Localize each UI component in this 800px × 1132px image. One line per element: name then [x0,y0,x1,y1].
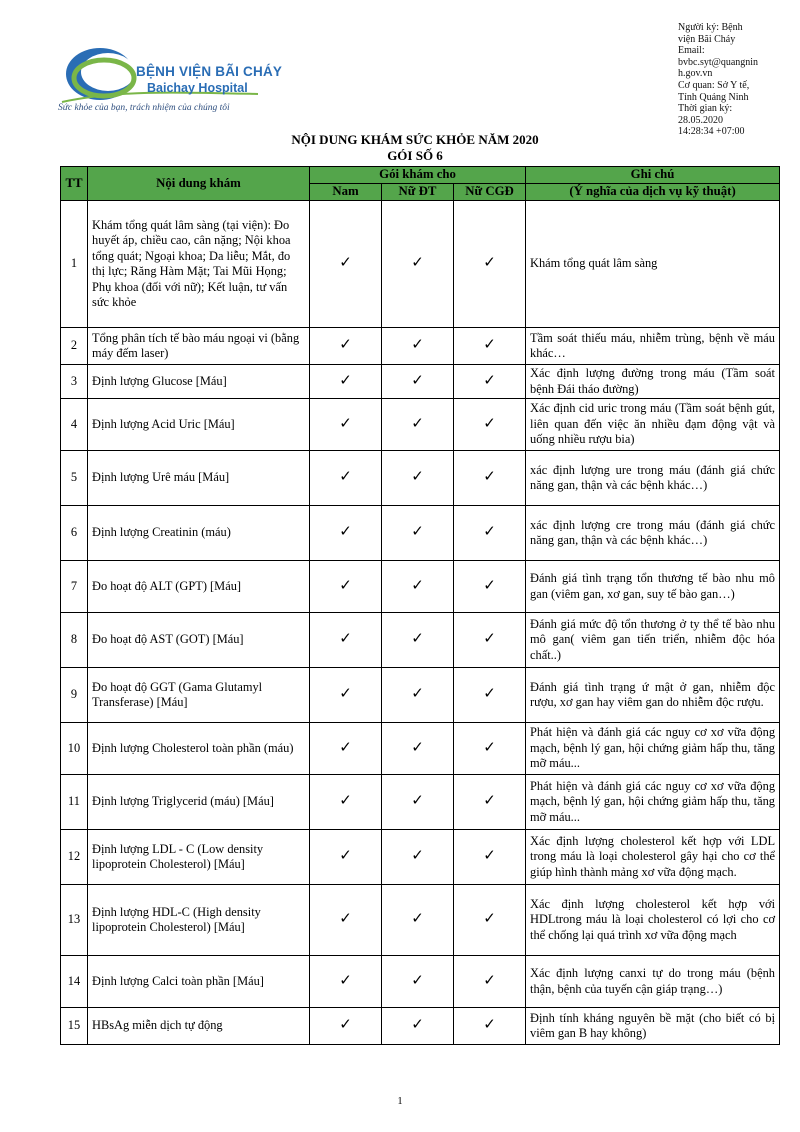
check-mark-nu-cgd: ✓ [454,365,526,399]
row-note: Định tính kháng nguyên bề mặt (cho biết có bị viêm gan B hay không) [526,1008,780,1045]
signature-line: Tỉnh Quảng Ninh [678,91,749,103]
row-note: xác định lượng ure trong máu (đánh giá chức năng gan, thận và các bệnh khác…) [526,451,780,506]
table-row [61,451,780,506]
row-note: Khám tổng quát lâm sàng [526,201,780,328]
check-mark-nam: ✓ [310,885,382,956]
check-mark-nu-dt: ✓ [382,399,454,451]
check-mark-nu-dt: ✓ [382,613,454,668]
table-row [61,201,780,328]
row-number: 15 [61,1008,88,1045]
document-title: NỘI DUNG KHÁM SỨC KHỎE NĂM 2020 [291,132,539,147]
check-mark-nu-dt: ✓ [382,201,454,328]
table-row [61,561,780,613]
header-nam: Nam [310,184,382,201]
row-exam-content: Khám tổng quát lâm sàng (tại viện): Đo huyết áp, chiều cao, cân nặng; Nội khoa tổng quát; Ngoại khoa; Da liễu; Mắt, đo thị lực; Răng Hàm Mặt; Tai Mũi Họng; Phụ khoa (đối với nữ); Kết luận, tư vấn sức khỏe [88,201,310,328]
table-header [61,167,780,201]
signature-line: Thời gian ký: [678,103,733,115]
row-exam-content: Tổng phân tích tế bào máu ngoại vi (bằng máy đếm laser) [88,328,310,365]
check-mark-nu-cgd: ✓ [454,613,526,668]
row-exam-content: Đo hoạt độ ALT (GPT) [Máu] [88,561,310,613]
table-body [61,201,780,1045]
check-mark-nu-dt: ✓ [382,668,454,723]
row-note: Xác định lượng cholesterol kết hợp với LDL trong máu là loại cholesterol gây hại cho cơ thể giúp hình thành mảng xơ vữa động mạch. [526,830,780,885]
row-note: Xác định lượng đường trong máu (Tầm soát bệnh Đái tháo đường) [526,365,780,399]
check-mark-nam: ✓ [310,561,382,613]
check-mark-nu-cgd: ✓ [454,201,526,328]
table-row [61,506,780,561]
row-number: 12 [61,830,88,885]
check-mark-nu-cgd: ✓ [454,561,526,613]
row-exam-content: Định lượng Acid Uric [Máu] [88,399,310,451]
row-note: xác định lượng cre trong máu (đánh giá chức năng gan, thận và các bệnh khác…) [526,506,780,561]
row-exam-content: Định lượng Urê máu [Máu] [88,451,310,506]
signature-line: viện Bãi Cháy [678,33,736,45]
signature-line: Người ký: Bệnh [678,22,743,33]
check-mark-nu-dt: ✓ [382,830,454,885]
logo-name-vi: BỆNH VIỆN BÃI CHÁY [136,64,283,79]
header-tt: TT [61,167,88,201]
header-note: Ghi chú [526,167,780,184]
check-mark-nu-dt: ✓ [382,365,454,399]
check-mark-nam: ✓ [310,775,382,830]
table-row [61,956,780,1008]
row-note: Xác định cid uric trong máu (Tầm soát bệnh gút, liên quan đến việc ăn nhiều đạm động vật và uống nhiều rượu bia) [526,399,780,451]
row-number: 2 [61,328,88,365]
row-exam-content: Định lượng LDL - C (Low density lipoprotein Cholesterol) [Máu] [88,830,310,885]
signature-line: Email: [678,45,705,57]
logo-name-en: Baichay Hospital [147,81,248,95]
check-mark-nu-cgd: ✓ [454,956,526,1008]
row-number: 5 [61,451,88,506]
check-mark-nu-cgd: ✓ [454,723,526,775]
check-mark-nu-dt: ✓ [382,885,454,956]
row-note: Phát hiện và đánh giá các nguy cơ xơ vữa động mạch, bệnh lý gan, hội chứng giảm hấp thu, tăng mỡ máu... [526,775,780,830]
check-mark-nu-dt: ✓ [382,956,454,1008]
table-row [61,365,780,399]
row-exam-content: HBsAg miễn dịch tự động [88,1008,310,1045]
table-row [61,775,780,830]
exam-content-table [60,166,780,1045]
signature-line: bvbc.syt@quangnin [678,56,759,68]
check-mark-nam: ✓ [310,956,382,1008]
row-note: Phát hiện và đánh giá các nguy cơ xơ vữa động mạch, bệnh lý gan, hội chứng giảm hấp thu, tăng mỡ máu... [526,723,780,775]
check-mark-nam: ✓ [310,506,382,561]
row-exam-content: Đo hoạt độ AST (GOT) [Máu] [88,613,310,668]
check-mark-nu-cgd: ✓ [454,830,526,885]
row-number: 6 [61,506,88,561]
check-mark-nam: ✓ [310,451,382,506]
digital-signature-block [678,22,778,138]
table-row [61,885,780,956]
check-mark-nu-cgd: ✓ [454,399,526,451]
table-row [61,399,780,451]
check-mark-nam: ✓ [310,365,382,399]
check-mark-nu-dt: ✓ [382,328,454,365]
check-mark-nam: ✓ [310,1008,382,1045]
row-number: 14 [61,956,88,1008]
row-note: Xác định lượng canxi tự do trong máu (bệnh thận, bệnh của tuyến cận giáp trạng…) [526,956,780,1008]
row-number: 8 [61,613,88,668]
check-mark-nu-cgd: ✓ [454,451,526,506]
check-mark-nu-dt: ✓ [382,723,454,775]
check-mark-nu-dt: ✓ [382,561,454,613]
row-exam-content: Định lượng Triglycerid (máu) [Máu] [88,775,310,830]
page-number: 1 [397,1096,403,1107]
row-note: Xác định lượng cholesterol kết hợp với HDLtrong máu là loại cholesterol có lợi cho cơ thể chống lại quá trình xơ vữa động mạch [526,885,780,956]
check-mark-nam: ✓ [310,328,382,365]
row-number: 11 [61,775,88,830]
header-note-meaning: (Ý nghĩa của dịch vụ kỹ thuật) [526,184,780,201]
check-mark-nu-cgd: ✓ [454,328,526,365]
row-exam-content: Đo hoạt độ GGT (Gama Glutamyl Transferase) [Máu] [88,668,310,723]
check-mark-nu-dt: ✓ [382,1008,454,1045]
row-number: 9 [61,668,88,723]
check-mark-nu-dt: ✓ [382,506,454,561]
row-number: 10 [61,723,88,775]
row-number: 1 [61,201,88,328]
header-content: Nội dung khám [88,167,310,201]
row-note: Đánh giá mức độ tổn thương ở ty thể tế bào nhu mô gan( viêm gan tiến triển, nhiễm độc hóa chất..) [526,613,780,668]
row-note: Đánh giá tình trạng tổn thương tế bào nhu mô gan (viêm gan, xơ gan, suy tế bào gan…) [526,561,780,613]
row-number: 7 [61,561,88,613]
check-mark-nu-dt: ✓ [382,775,454,830]
table-row [61,328,780,365]
logo-slogan: Sức khỏe của bạn, trách nhiệm của chúng tôi [58,103,230,113]
row-exam-content: Định lượng Glucose [Máu] [88,365,310,399]
row-exam-content: Định lượng Creatinin (máu) [88,506,310,561]
check-mark-nu-cgd: ✓ [454,775,526,830]
check-mark-nam: ✓ [310,613,382,668]
table-row [61,1008,780,1045]
table-row [61,668,780,723]
header-package: Gói khám cho [310,167,526,184]
check-mark-nu-dt: ✓ [382,451,454,506]
header-nu-cgd: Nữ CGĐ [454,184,526,201]
row-number: 4 [61,399,88,451]
check-mark-nu-cgd: ✓ [454,1008,526,1045]
signature-line: Cơ quan: Sở Y tế, [678,79,750,91]
row-note: Tầm soát thiếu máu, nhiễm trùng, bệnh về máu khác… [526,328,780,365]
check-mark-nam: ✓ [310,723,382,775]
check-mark-nam: ✓ [310,668,382,723]
check-mark-nu-cgd: ✓ [454,506,526,561]
row-exam-content: Định lượng Calci toàn phần [Máu] [88,956,310,1008]
check-mark-nam: ✓ [310,830,382,885]
row-number: 13 [61,885,88,956]
row-exam-content: Định lượng Cholesterol toàn phần (máu) [88,723,310,775]
table-row [61,613,780,668]
row-exam-content: Định lượng HDL-C (High density lipoprotein Cholesterol) [Máu] [88,885,310,956]
signature-line: 14:28:34 +07:00 [678,126,745,138]
table-row [61,830,780,885]
row-note: Đánh giá tình trạng ứ mật ở gan, nhiễm độc rượu, xơ gan hay viêm gan do nhiễm độc rượu. [526,668,780,723]
header-nu-dt: Nữ ĐT [382,184,454,201]
signature-line: h.gov.vn [678,68,713,80]
row-number: 3 [61,365,88,399]
document-subtitle: GÓI SỐ 6 [387,148,443,163]
check-mark-nu-cgd: ✓ [454,668,526,723]
check-mark-nam: ✓ [310,201,382,328]
table-row [61,723,780,775]
check-mark-nam: ✓ [310,399,382,451]
check-mark-nu-cgd: ✓ [454,885,526,956]
signature-line: 28.05.2020 [678,114,723,126]
